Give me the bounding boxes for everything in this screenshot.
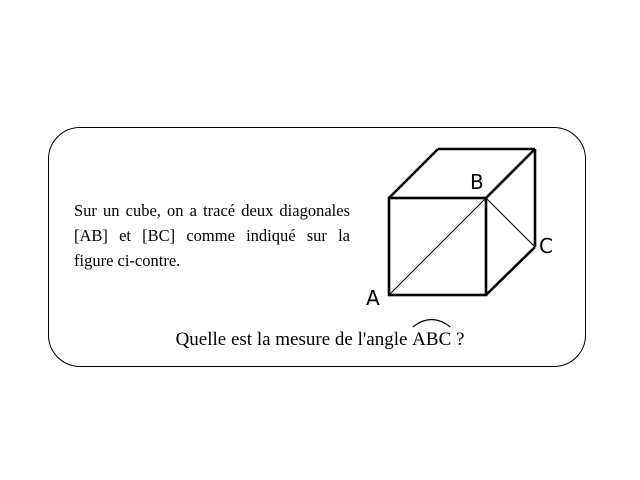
vertex-label-a: A (366, 286, 380, 310)
question-suffix: ? (456, 329, 465, 350)
cube-edge-top-right (486, 149, 535, 198)
problem-statement: Sur un cube, on a tracé deux diagonales [AB] et [BC] comme indiqué sur la figure ci-contre. (74, 201, 350, 270)
question-line (0, 327, 640, 353)
cube-edge-top-left (389, 149, 438, 198)
vertex-label-b: B (470, 170, 484, 194)
angle-notation (412, 327, 451, 353)
question-prefix: Quelle est la mesure de l'angle (175, 329, 408, 350)
diagonal-bc (486, 198, 535, 247)
angle-hat-icon (412, 318, 451, 328)
cube-figure (360, 140, 580, 310)
cube-edge-bottom-right (486, 247, 535, 295)
diagonal-ab (389, 198, 486, 295)
angle-name: ABC (412, 329, 452, 350)
vertex-label-c: C (539, 234, 553, 258)
